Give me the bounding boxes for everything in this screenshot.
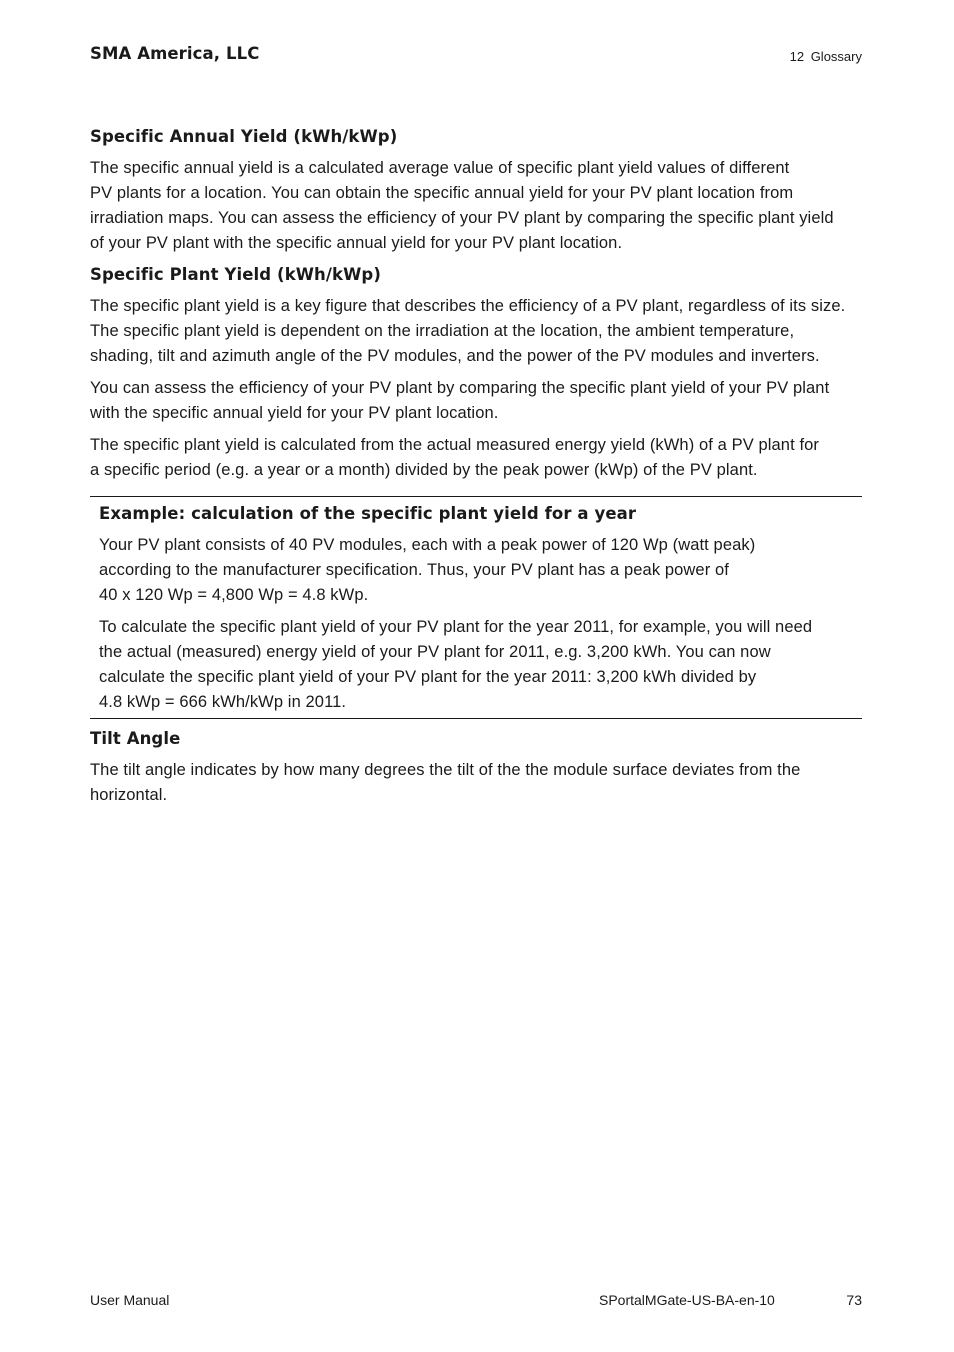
text-line: The specific plant yield is calculated from the actual measured energy yield (kWh) of a PV plant for [90, 436, 820, 454]
chapter-title: 12 Glossary [789, 49, 862, 64]
text-line: according to the manufacturer specification. Thus, your PV plant has a peak power of [99, 561, 729, 579]
section-specific-plant-yield [90, 262, 862, 483]
page-number: 73 [846, 1292, 862, 1308]
paragraph [90, 758, 862, 808]
text-line: The specific plant yield is dependent on the irradiation at the location, the ambient temperature, [90, 322, 795, 340]
text-line: To calculate the specific plant yield of your PV plant for the year 2011, for example, you will need [99, 618, 813, 636]
text-line: irradiation maps. You can assess the efficiency of your PV plant by comparing the specific plant yield [90, 209, 834, 227]
section-heading: Specific Annual Yield (kWh/kWp) [90, 127, 398, 146]
section-tilt-angle [90, 726, 862, 808]
page-content [90, 124, 862, 808]
paragraph [90, 156, 862, 256]
text-line: with the specific annual yield for your PV plant location. [90, 404, 499, 422]
text-line: calculate the specific plant yield of your PV plant for the year 2011: 3,200 kWh divided by [99, 668, 757, 686]
text-line: 4.8 kWp = 666 kWh/kWp in 2011. [99, 693, 347, 711]
text-line: PV plants for a location. You can obtain the specific annual yield for your PV plant location from [90, 184, 794, 202]
page-header [90, 44, 862, 70]
footer-document-type: User Manual [90, 1292, 170, 1308]
text-line: The specific annual yield is a calculated average value of specific plant yield values of different [90, 159, 790, 177]
text-line: the actual (measured) energy yield of your PV plant for 2011, e.g. 3,200 kWh. You can now [99, 643, 771, 661]
text-line: Your PV plant consists of 40 PV modules, each with a peak power of 120 Wp (watt peak) [99, 536, 756, 554]
paragraph [90, 294, 862, 369]
text-line: of your PV plant with the specific annual yield for your PV plant location. [90, 234, 623, 252]
text-line: horizontal. [90, 786, 168, 804]
text-line: shading, tilt and azimuth angle of the PV modules, and the power of the PV modules and inverters. [90, 347, 820, 365]
text-line: 40 x 120 Wp = 4,800 Wp = 4.8 kWp. [99, 586, 369, 604]
text-line: You can assess the efficiency of your PV plant by comparing the specific plant yield of your PV plant [90, 379, 830, 397]
section-heading: Tilt Angle [90, 729, 181, 748]
text-line: The specific plant yield is a key figure that describes the efficiency of a PV plant, regardless of its size. [90, 297, 846, 315]
example-heading: Example: calculation of the specific plant yield for a year [99, 504, 637, 523]
paragraph [99, 533, 862, 608]
section-specific-annual-yield [90, 124, 862, 256]
text-line: The tilt angle indicates by how many degrees the tilt of the the module surface deviates from the [90, 761, 801, 779]
section-heading: Specific Plant Yield (kWh/kWp) [90, 265, 381, 284]
footer-document-id: SPortalMGate-US-BA-en-10 [599, 1292, 775, 1308]
example-box [90, 496, 862, 719]
text-line: a specific period (e.g. a year or a month) divided by the peak power (kWp) of the PV plant. [90, 461, 758, 479]
paragraph [99, 615, 862, 715]
paragraph [90, 376, 862, 426]
page-footer [90, 1292, 862, 1312]
company-name: SMA America, LLC [90, 44, 260, 63]
paragraph [90, 433, 862, 483]
